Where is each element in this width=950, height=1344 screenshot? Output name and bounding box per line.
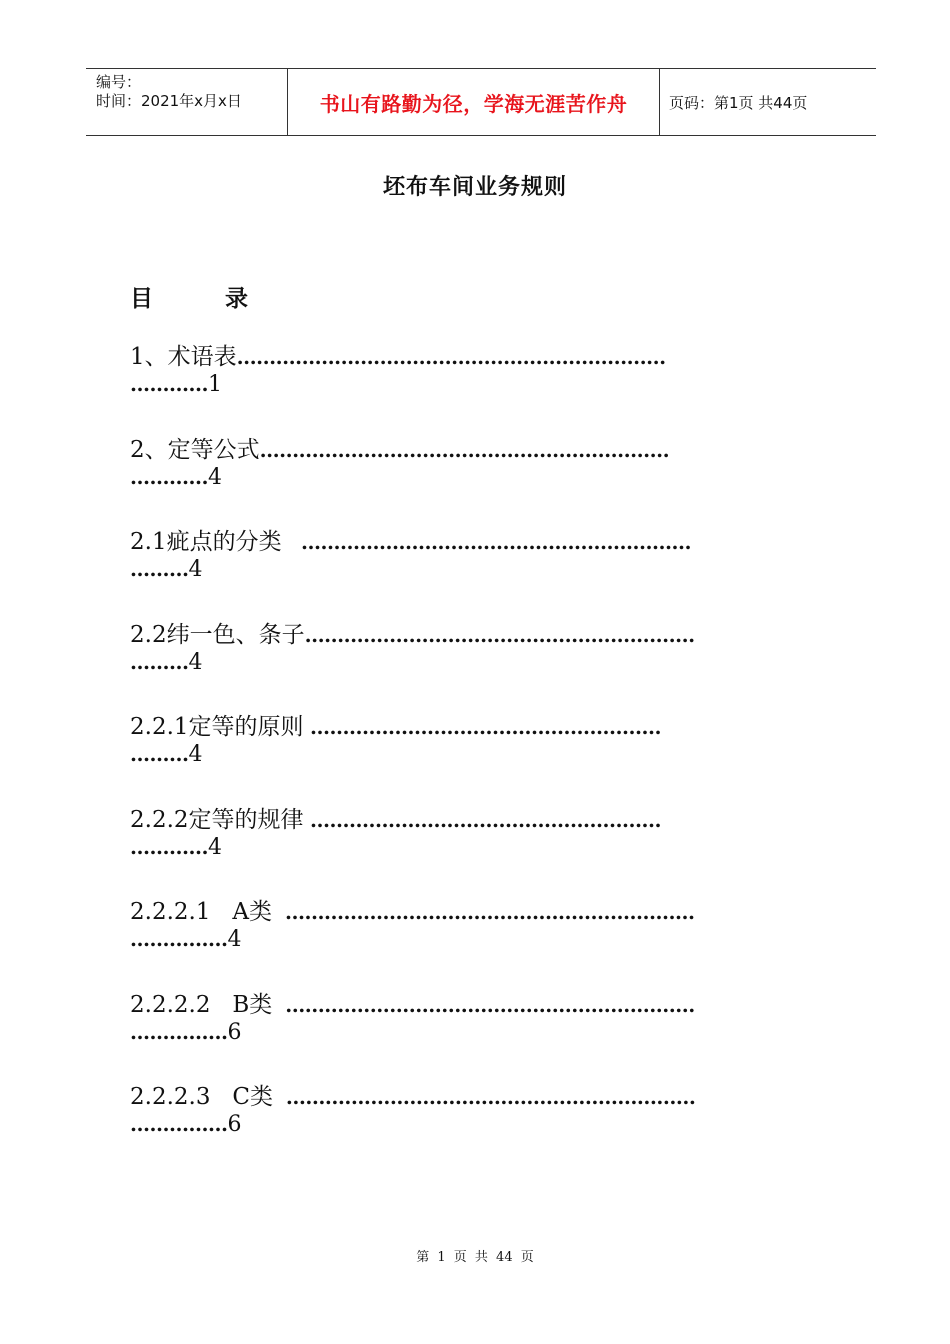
toc-leader-dots: ……………………………………………………… [272,900,695,924]
toc-leader-dots: ……………………………………………… [303,715,661,739]
toc-leader-dots: ………… [130,834,208,859]
toc-page-number: 4 [188,557,203,582]
page-header [86,68,876,136]
header-meta [86,69,287,135]
toc-page-number: 4 [208,834,222,860]
toc-leader-dots: ……………………………………………………… [273,1085,696,1109]
toc-entry-label: 2、定等公式 [130,436,260,463]
toc-page-number: 1 [208,372,222,397]
toc-leader-dots: ………………………………………………………… [236,345,666,369]
toc-page-number: 6 [227,1019,242,1045]
header-motto: 书山有路勤为径，学海无涯苦作舟 [287,69,660,135]
toc-entry-label: 2.2纬一色、条子 [130,621,305,648]
toc-entry[interactable] [130,893,830,986]
toc-leader-dots: …………………………………………………… [281,530,691,554]
toc-entry[interactable] [130,523,830,616]
toc-heading [130,280,248,313]
toc-entry[interactable] [130,708,830,801]
toc-entry[interactable] [130,801,830,894]
toc-leader-dots: ………… [130,464,208,489]
toc-leader-dots: ……………………………………………… [303,807,661,832]
header-page-info: 页码：第1页 共44页 [669,93,808,112]
toc-heading-right: 录 [225,285,248,312]
toc-leader-dots: …………… [130,927,228,951]
toc-entry-label: 2.1疵点的分类 [130,529,282,555]
toc-leader-dots: …………… [130,1112,228,1136]
toc-page-number: 4 [208,464,222,490]
toc-leader-dots: ………… [130,372,208,396]
toc-entry[interactable] [130,1078,830,1171]
toc-entry-label: 1、术语表 [130,344,237,370]
toc-leader-dots: …………… [130,1019,228,1044]
toc-entry[interactable] [130,431,830,524]
toc-entry-label: 2.2.2定等的规律 [130,806,304,833]
toc-leader-dots: …………………………………………………… [304,622,695,647]
toc-heading-left: 目 [130,285,153,312]
toc-leader-dots: ……… [130,649,189,674]
table-of-contents [130,338,830,1171]
toc-entry[interactable] [130,338,830,431]
toc-leader-dots: ……… [130,742,189,766]
toc-entry-label: 2.2.2.2 B类 [130,991,273,1018]
toc-page-number: 4 [227,927,242,952]
document-number-label: 编号： [96,73,142,91]
toc-entry[interactable] [130,616,830,709]
toc-page-number: 4 [188,742,203,767]
toc-page-number: 4 [188,649,203,675]
toc-leader-dots: ……… [130,557,189,581]
toc-entry-label: 2.2.2.1 A类 [130,899,273,925]
toc-leader-dots: ……………………………………………………… [272,992,695,1017]
document-date-label: 时间：2021年x月x日 [96,92,242,110]
toc-entry-label: 2.2.2.3 C类 [130,1084,273,1110]
document-title: 坯布车间业务规则 [382,174,567,200]
page-footer: 第 1 页 共 44 页 [416,1250,534,1265]
toc-page-number: 6 [227,1112,242,1137]
toc-entry-label: 2.2.1定等的原则 [130,714,304,740]
toc-entry[interactable] [130,986,830,1079]
toc-leader-dots: ……………………………………………………… [259,437,670,462]
